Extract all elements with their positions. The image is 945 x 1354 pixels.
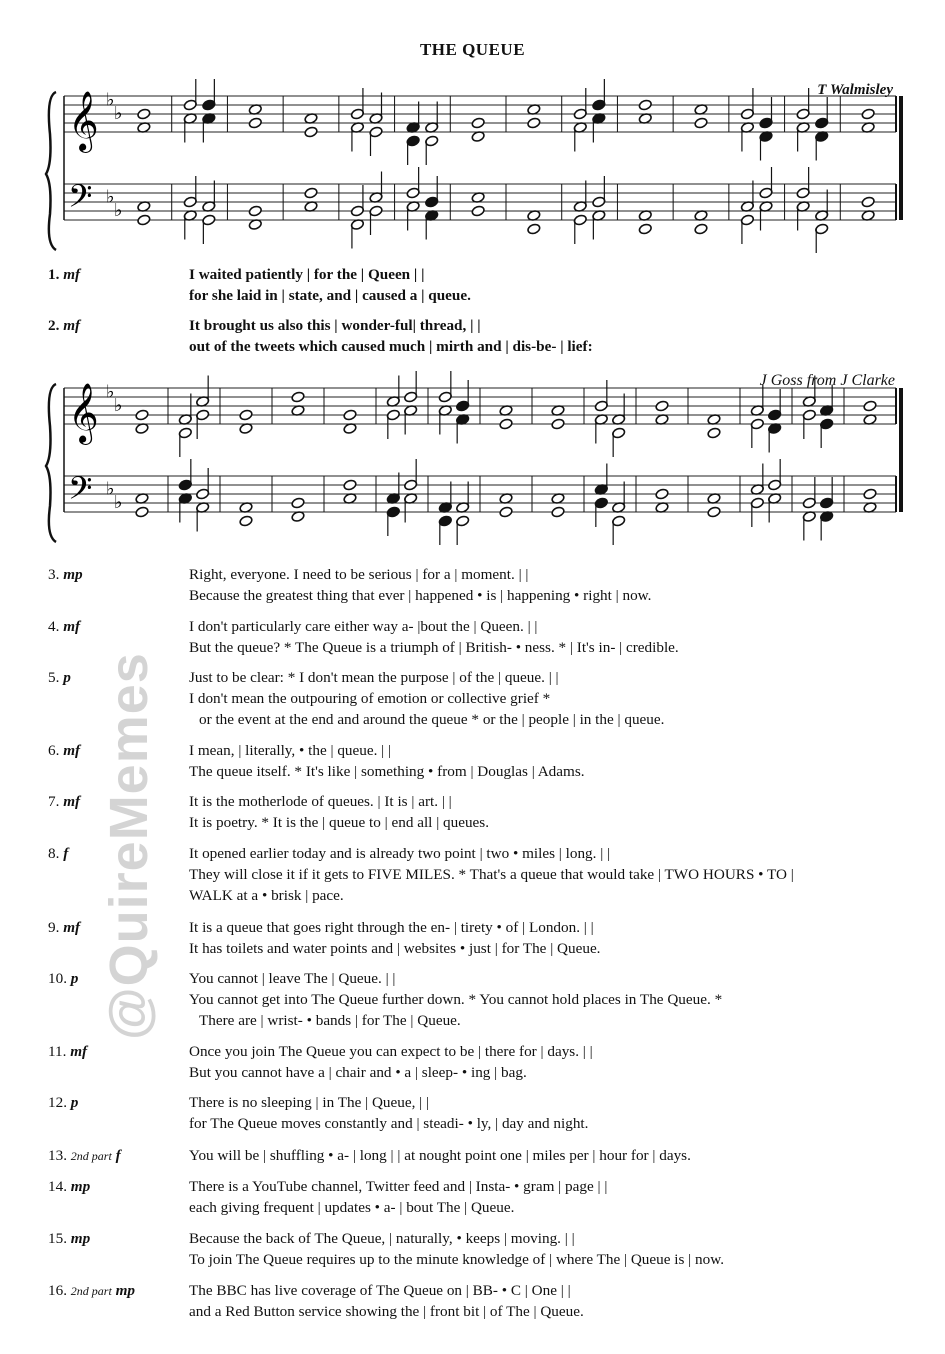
verse-text: [189, 791, 909, 833]
verse-line: But you cannot have a | chair and • a | sleep- • ing | bag.: [189, 1064, 527, 1081]
note-head: [248, 117, 262, 129]
verse-index: 5.: [48, 669, 60, 686]
note-head: [861, 108, 875, 120]
note-head: [239, 515, 253, 527]
verse-line: It has toilets and water points and | websites • just | for The | Queue.: [189, 940, 601, 957]
verse-line: You cannot get into The Queue further down. * You cannot hold places in The Queue. *: [189, 991, 723, 1008]
verse-line: Right, everyone. I need to be serious | for a | moment. | |: [189, 566, 529, 583]
dynamic-marking: mp: [70, 1230, 91, 1247]
verse-number: [48, 616, 80, 637]
flat-sign: ♭: [106, 186, 115, 208]
part-marker: 2nd part: [70, 1149, 112, 1163]
dynamic-marking: p: [70, 970, 79, 987]
verse-number: [48, 843, 68, 864]
verse-index: 2.: [48, 317, 60, 334]
dynamic-marking: mp: [63, 566, 83, 583]
verse-line: The queue itself. * It's like | something • from | Douglas | Adams.: [189, 763, 585, 780]
verse-index: 9.: [48, 919, 60, 936]
verse-number: [48, 1280, 135, 1302]
note-head: [861, 196, 875, 208]
dynamic-marking: mp: [115, 1282, 136, 1299]
verse-index: 14.: [48, 1178, 67, 1195]
dynamic-marking: p: [70, 1094, 79, 1111]
dynamic-marking: mf: [63, 742, 81, 759]
verse-line: They will close it if it gets to FIVE MILES. * That's a queue that would take | TWO HOURS • TO |: [189, 866, 794, 883]
dynamic-marking: f: [115, 1147, 121, 1164]
verse-number: [48, 1092, 78, 1113]
verse-line: The BBC has live coverage of The Queue on | BB- • C | One | |: [189, 1282, 571, 1299]
dynamic-marking: mp: [70, 1178, 91, 1195]
verse-line: Because the back of The Queue, | naturally, • keeps | moving. | |: [189, 1230, 575, 1247]
brace: [46, 384, 56, 542]
verse-line: I waited patiently | for the | Queen | |: [189, 266, 425, 283]
dynamic-marking: mf: [70, 1043, 88, 1060]
verse-text: [189, 1176, 909, 1218]
part-marker: 2nd part: [70, 1284, 112, 1298]
dynamic-marking: mf: [63, 317, 81, 334]
composer-credit-1: T Walmisley: [817, 82, 893, 98]
note-head: [655, 400, 669, 412]
verse-number: [48, 667, 71, 688]
verse-index: 7.: [48, 793, 60, 810]
note-head: [551, 506, 565, 518]
verse-line: But the queue? * The Queue is a triumph of | British- • ness. * | It's in- | credible.: [189, 639, 679, 656]
flat-sign: ♭: [106, 89, 115, 111]
flat-sign: ♭: [114, 395, 123, 416]
note-head: [137, 108, 151, 120]
note-head: [499, 418, 513, 430]
flat-sign: ♭: [106, 381, 115, 403]
note-head: [655, 488, 669, 500]
composer-credit-2: J Goss from J Clarke: [759, 372, 895, 389]
brace: [46, 92, 56, 250]
note-head: [135, 409, 149, 421]
verse-text: [189, 843, 909, 906]
flat-sign: ♭: [106, 478, 115, 500]
verse-number: [48, 1145, 121, 1167]
chant-score-1: [44, 74, 906, 258]
verse-number: [48, 740, 80, 761]
note-head: [551, 418, 565, 430]
verse-number: [48, 1228, 90, 1249]
verse-line: for The Queue moves constantly and | steadi- • ly, | day and night.: [189, 1115, 589, 1132]
verse-index: 6.: [48, 742, 60, 759]
verse-index: 10.: [48, 970, 67, 987]
verse-index: 8.: [48, 845, 60, 862]
verse-index: 3.: [48, 566, 60, 583]
verse-text: [189, 1280, 909, 1322]
verse-number: [48, 315, 80, 336]
note-head: [638, 223, 652, 235]
verse-index: 1.: [48, 266, 60, 283]
note-head: [707, 506, 721, 518]
verse-text: [189, 1145, 909, 1166]
verse-line: It is poetry. * It is the | queue to | end all | queues.: [189, 814, 490, 831]
note-head: [694, 223, 708, 235]
verse-line: It is a queue that goes right through the en- | tirety • of | London. | |: [189, 919, 594, 936]
note-head: [471, 205, 485, 217]
note-head: [694, 117, 708, 129]
verse-text: [189, 917, 909, 959]
verse-line: I don't mean the outpouring of emotion or collective grief *: [189, 690, 551, 707]
verse-line: WALK at a • brisk | pace.: [189, 887, 344, 904]
flat-sign: ♭: [114, 492, 123, 513]
note-head: [499, 506, 513, 518]
verse-text: [189, 564, 909, 606]
verse-number: [48, 564, 83, 585]
bass-clef: 𝄢: [68, 178, 93, 222]
note-head: [304, 187, 318, 199]
verse-index: 4.: [48, 618, 60, 635]
verse-text: [189, 1041, 909, 1083]
verse-line: It brought us also this | wonder-ful| thread, | |: [189, 317, 481, 334]
verse-number: [48, 791, 80, 812]
verse-line: or the event at the end and around the queue * or the | people | in the | queue.: [199, 711, 665, 728]
verse-line: There is no sleeping | in The | Queue, | |: [189, 1094, 430, 1111]
verse-line: There is a YouTube channel, Twitter feed and | Insta- • gram | page | |: [189, 1178, 608, 1195]
verse-index: 13.: [48, 1147, 67, 1164]
verse-text: [189, 667, 909, 730]
verse-index: 16.: [48, 1282, 67, 1299]
verse-line: Just to be clear: * I don't mean the purpose | of the | queue. | |: [189, 669, 559, 686]
verse-line: and a Red Button service showing the | front bit | of The | Queue.: [189, 1303, 584, 1320]
note-head: [527, 117, 541, 129]
note-head: [291, 497, 305, 509]
note-head: [304, 126, 318, 138]
note-head: [527, 223, 541, 235]
verse-text: [189, 968, 909, 1031]
verse-index: 11.: [48, 1043, 67, 1060]
page-title: THE QUEUE: [419, 40, 526, 59]
treble-clef: 𝄞: [68, 91, 99, 151]
verse-text: [189, 616, 909, 658]
dynamic-marking: mf: [63, 793, 81, 810]
note-head: [638, 99, 652, 111]
note-head: [291, 391, 305, 403]
verse-text: [189, 264, 909, 306]
verse-line: for she laid in | state, and | caused a | queue.: [189, 287, 471, 304]
note-head: [239, 409, 253, 421]
verse-line: It opened earlier today and is already two point | two • miles | long. | |: [189, 845, 611, 862]
note-head: [863, 488, 877, 500]
verse-line: I don't particularly care either way a- |bout the | Queen. | |: [189, 618, 538, 635]
bass-clef: 𝄢: [68, 470, 93, 514]
verse-line: You cannot | leave The | Queue. | |: [189, 970, 396, 987]
dynamic-marking: mf: [63, 618, 81, 635]
note-head: [863, 400, 877, 412]
treble-clef: 𝄞: [68, 383, 99, 443]
verse-number: [48, 1041, 87, 1062]
dynamic-marking: p: [63, 669, 71, 686]
verse-line: You will be | shuffling • a- | long | | at nought point one | miles per | hour for | days.: [189, 1147, 691, 1164]
note-head: [135, 506, 149, 518]
note-head: [707, 427, 721, 439]
note-head: [471, 117, 485, 129]
verse-number: [48, 968, 78, 989]
note-head: [137, 214, 151, 226]
verse-number: [48, 917, 80, 938]
verse-line: There are | wrist- • bands | for The | Queue.: [199, 1012, 461, 1029]
dynamic-marking: mf: [63, 919, 81, 936]
dynamic-marking: f: [63, 845, 69, 862]
dynamic-marking: mf: [63, 266, 81, 283]
verse-line: I mean, | literally, • the | queue. | |: [189, 742, 392, 759]
watermark: @QuireMemes: [99, 652, 159, 1040]
verse-text: [189, 1092, 909, 1134]
verse-text: [189, 315, 909, 357]
note-head: [343, 409, 357, 421]
note-head: [248, 205, 262, 217]
flat-sign: ♭: [114, 103, 123, 124]
chant-score-2: [44, 366, 906, 552]
flat-sign: ♭: [114, 200, 123, 221]
verse-line: out of the tweets which caused much | mirth and | dis-be- | lief:: [189, 338, 593, 355]
note-head: [343, 479, 357, 491]
verse-number: [48, 264, 80, 285]
verse-index: 15.: [48, 1230, 67, 1247]
verse-line: each giving frequent | updates • a- | bout The | Queue.: [189, 1199, 515, 1216]
verse-line: Once you join The Queue you can expect to be | there for | days. | |: [189, 1043, 593, 1060]
verse-text: [189, 1228, 909, 1270]
verse-line: Because the greatest thing that ever | happened • is | happening • right | now.: [189, 587, 652, 604]
verse-line: It is the motherlode of queues. | It is | art. | |: [189, 793, 452, 810]
verse-line: To join The Queue requires up to the minute knowledge of | where The | Queue is | now.: [189, 1251, 724, 1268]
verse-text: [189, 740, 909, 782]
verse-index: 12.: [48, 1094, 67, 1111]
verse-number: [48, 1176, 90, 1197]
